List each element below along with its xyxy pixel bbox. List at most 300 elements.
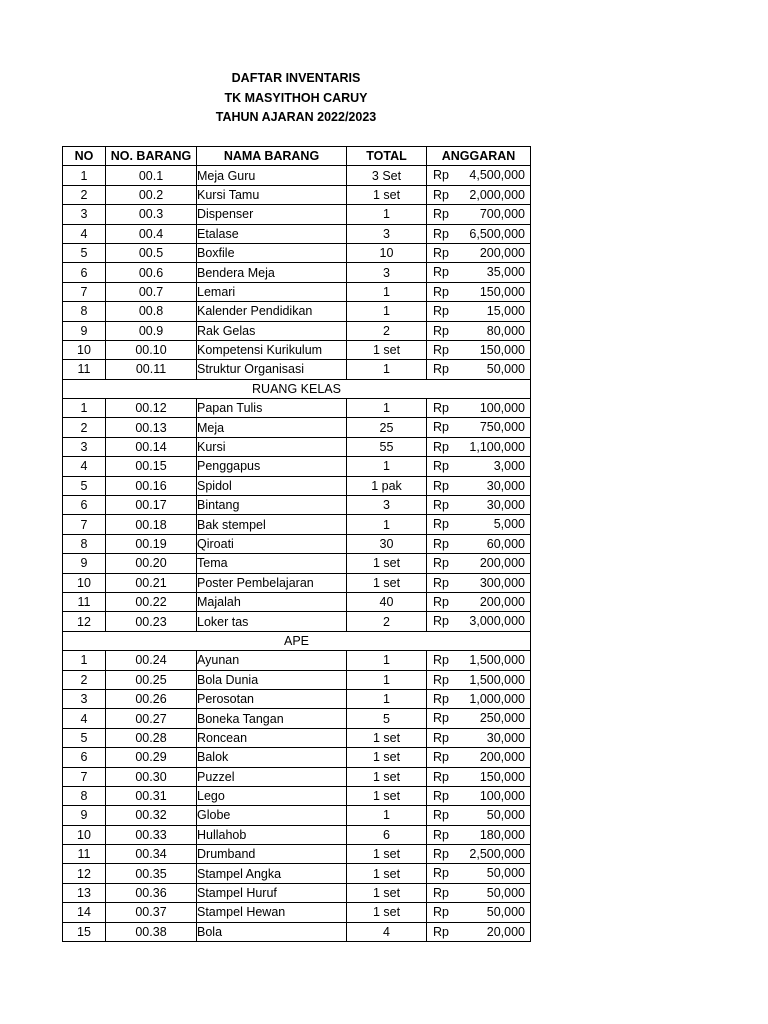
cell-total: 1 — [347, 205, 427, 224]
budget-amount: 700,000 — [479, 207, 525, 222]
table-row — [63, 360, 531, 379]
currency-label: Rp — [433, 575, 449, 590]
cell-no: 11 — [63, 360, 106, 379]
cell-total: 1 — [347, 399, 427, 418]
budget-amount: 1,500,000 — [469, 653, 525, 668]
table-row — [63, 282, 531, 301]
cell-item-code: 00.34 — [106, 845, 197, 864]
budget-amount: 30,000 — [486, 730, 525, 745]
cell-no: 7 — [63, 282, 106, 301]
cell-no: 1 — [63, 651, 106, 670]
currency-label: Rp — [433, 342, 449, 357]
cell-item-name: Lemari — [197, 282, 347, 301]
cell-no: 4 — [63, 457, 106, 476]
cell-total: 1 set — [347, 786, 427, 805]
cell-total: 1 — [347, 457, 427, 476]
cell-total: 1 — [347, 515, 427, 534]
cell-budget — [427, 418, 531, 437]
cell-total: 1 — [347, 689, 427, 708]
cell-no: 1 — [63, 399, 106, 418]
cell-no: 10 — [63, 340, 106, 359]
budget-amount: 5,000 — [493, 517, 525, 532]
budget-amount: 1,000,000 — [469, 691, 525, 706]
table-row — [63, 728, 531, 747]
cell-item-name: Rak Gelas — [197, 321, 347, 340]
cell-total: 25 — [347, 418, 427, 437]
table-row — [63, 496, 531, 515]
table-row — [63, 399, 531, 418]
table-row — [63, 534, 531, 553]
cell-item-name: Bak stempel — [197, 515, 347, 534]
budget-amount: 3,000 — [493, 459, 525, 474]
cell-item-code: 00.36 — [106, 883, 197, 902]
currency-label: Rp — [433, 226, 449, 241]
cell-no: 3 — [63, 437, 106, 456]
currency-label: Rp — [433, 187, 449, 202]
budget-amount: 50,000 — [486, 866, 525, 881]
currency-label: Rp — [433, 304, 449, 319]
cell-total: 3 — [347, 263, 427, 282]
header-row — [63, 147, 531, 166]
cell-budget — [427, 651, 531, 670]
currency-label: Rp — [433, 653, 449, 668]
cell-budget — [427, 825, 531, 844]
budget-amount: 3,000,000 — [469, 614, 525, 629]
table-row — [63, 748, 531, 767]
header-budget: ANGGARAN — [427, 147, 531, 166]
cell-budget — [427, 437, 531, 456]
cell-no: 2 — [63, 418, 106, 437]
cell-no: 6 — [63, 263, 106, 282]
cell-total: 4 — [347, 922, 427, 941]
currency-label: Rp — [433, 788, 449, 803]
cell-no: 7 — [63, 515, 106, 534]
cell-no: 4 — [63, 709, 106, 728]
table-row — [63, 263, 531, 282]
cell-item-name: Dispenser — [197, 205, 347, 224]
cell-item-code: 00.2 — [106, 185, 197, 204]
cell-item-name: Bola Dunia — [197, 670, 347, 689]
cell-item-code: 00.14 — [106, 437, 197, 456]
currency-label: Rp — [433, 885, 449, 900]
title-line-1: DAFTAR INVENTARIS — [231, 71, 361, 85]
cell-no: 14 — [63, 903, 106, 922]
cell-budget — [427, 263, 531, 282]
title-line-2: TK MASYITHOH CARUY — [224, 90, 368, 105]
cell-no: 6 — [63, 496, 106, 515]
budget-amount: 250,000 — [479, 711, 525, 726]
cell-total: 30 — [347, 534, 427, 553]
section-heading: APE — [63, 631, 531, 650]
currency-label: Rp — [433, 556, 449, 571]
currency-label: Rp — [433, 284, 449, 299]
currency-label: Rp — [433, 614, 449, 629]
cell-budget — [427, 845, 531, 864]
currency-label: Rp — [433, 594, 449, 609]
cell-budget — [427, 612, 531, 631]
cell-total: 2 — [347, 612, 427, 631]
currency-label: Rp — [433, 439, 449, 454]
cell-item-name: Stampel Huruf — [197, 883, 347, 902]
cell-budget — [427, 709, 531, 728]
budget-amount: 1,500,000 — [469, 672, 525, 687]
table-row — [63, 418, 531, 437]
cell-total: 1 — [347, 360, 427, 379]
currency-label: Rp — [433, 517, 449, 532]
currency-label: Rp — [433, 459, 449, 474]
currency-label: Rp — [433, 691, 449, 706]
section-heading-row — [63, 379, 531, 398]
budget-amount: 200,000 — [479, 750, 525, 765]
cell-no: 9 — [63, 554, 106, 573]
cell-budget — [427, 224, 531, 243]
table-row — [63, 903, 531, 922]
document-title — [62, 69, 530, 128]
cell-no: 5 — [63, 728, 106, 747]
table-row — [63, 205, 531, 224]
table-row — [63, 166, 531, 185]
cell-budget — [427, 496, 531, 515]
cell-item-code: 00.37 — [106, 903, 197, 922]
currency-label: Rp — [433, 265, 449, 280]
budget-amount: 150,000 — [479, 284, 525, 299]
table-row — [63, 883, 531, 902]
cell-total: 1 — [347, 651, 427, 670]
cell-item-code: 00.13 — [106, 418, 197, 437]
cell-item-code: 00.38 — [106, 922, 197, 941]
cell-item-code: 00.35 — [106, 864, 197, 883]
table-row — [63, 786, 531, 805]
cell-no: 5 — [63, 476, 106, 495]
cell-item-code: 00.9 — [106, 321, 197, 340]
cell-total: 1 set — [347, 767, 427, 786]
cell-item-name: Perosotan — [197, 689, 347, 708]
cell-item-name: Etalase — [197, 224, 347, 243]
budget-amount: 50,000 — [486, 885, 525, 900]
cell-no: 8 — [63, 534, 106, 553]
table-row — [63, 437, 531, 456]
cell-budget — [427, 205, 531, 224]
cell-total: 1 set — [347, 903, 427, 922]
budget-amount: 100,000 — [479, 401, 525, 416]
budget-amount: 750,000 — [479, 420, 525, 435]
cell-item-name: Poster Pembelajaran — [197, 573, 347, 592]
budget-amount: 50,000 — [486, 362, 525, 377]
cell-item-code: 00.17 — [106, 496, 197, 515]
cell-no: 3 — [63, 205, 106, 224]
currency-label: Rp — [433, 847, 449, 862]
cell-item-name: Boneka Tangan — [197, 709, 347, 728]
cell-item-code: 00.22 — [106, 592, 197, 611]
cell-no: 8 — [63, 786, 106, 805]
cell-total: 1 — [347, 282, 427, 301]
cell-no: 4 — [63, 224, 106, 243]
cell-item-code: 00.8 — [106, 302, 197, 321]
budget-amount: 2,000,000 — [469, 187, 525, 202]
budget-amount: 100,000 — [479, 788, 525, 803]
currency-label: Rp — [433, 536, 449, 551]
cell-item-code: 00.29 — [106, 748, 197, 767]
table-row — [63, 864, 531, 883]
cell-item-name: Tema — [197, 554, 347, 573]
budget-amount: 4,500,000 — [469, 168, 525, 183]
cell-item-name: Meja — [197, 418, 347, 437]
currency-label: Rp — [433, 730, 449, 745]
section-heading-row — [63, 631, 531, 650]
budget-amount: 50,000 — [486, 905, 525, 920]
cell-budget — [427, 670, 531, 689]
cell-item-name: Bendera Meja — [197, 263, 347, 282]
cell-total: 3 — [347, 224, 427, 243]
budget-amount: 300,000 — [479, 575, 525, 590]
cell-no: 13 — [63, 883, 106, 902]
currency-label: Rp — [433, 478, 449, 493]
cell-no: 11 — [63, 592, 106, 611]
inventory-table — [62, 146, 531, 942]
cell-item-code: 00.7 — [106, 282, 197, 301]
cell-budget — [427, 864, 531, 883]
table-row — [63, 573, 531, 592]
cell-item-code: 00.5 — [106, 243, 197, 262]
cell-item-name: Kursi Tamu — [197, 185, 347, 204]
cell-total: 1 set — [347, 883, 427, 902]
currency-label: Rp — [433, 401, 449, 416]
cell-total: 10 — [347, 243, 427, 262]
currency-label: Rp — [433, 323, 449, 338]
cell-item-name: Qiroati — [197, 534, 347, 553]
cell-total: 2 — [347, 321, 427, 340]
cell-budget — [427, 340, 531, 359]
table-row — [63, 302, 531, 321]
budget-amount: 200,000 — [479, 245, 525, 260]
cell-item-code: 00.23 — [106, 612, 197, 631]
cell-budget — [427, 554, 531, 573]
cell-item-name: Struktur Organisasi — [197, 360, 347, 379]
header-item-code: NO. BARANG — [106, 147, 197, 166]
cell-item-name: Papan Tulis — [197, 399, 347, 418]
cell-budget — [427, 903, 531, 922]
cell-item-code: 00.20 — [106, 554, 197, 573]
header-total: TOTAL — [347, 147, 427, 166]
cell-budget — [427, 243, 531, 262]
cell-item-name: Spidol — [197, 476, 347, 495]
cell-total: 40 — [347, 592, 427, 611]
cell-item-code: 00.11 — [106, 360, 197, 379]
cell-budget — [427, 806, 531, 825]
cell-item-code: 00.12 — [106, 399, 197, 418]
cell-item-code: 00.21 — [106, 573, 197, 592]
cell-total: 1 set — [347, 748, 427, 767]
budget-amount: 60,000 — [486, 536, 525, 551]
budget-amount: 35,000 — [486, 265, 525, 280]
cell-budget — [427, 457, 531, 476]
table-row — [63, 592, 531, 611]
cell-item-code: 00.32 — [106, 806, 197, 825]
table-row — [63, 476, 531, 495]
budget-amount: 180,000 — [479, 827, 525, 842]
cell-no: 8 — [63, 302, 106, 321]
cell-no: 7 — [63, 767, 106, 786]
cell-item-name: Bola — [197, 922, 347, 941]
cell-no: 1 — [63, 166, 106, 185]
cell-budget — [427, 515, 531, 534]
budget-amount: 200,000 — [479, 594, 525, 609]
cell-budget — [427, 592, 531, 611]
budget-amount: 50,000 — [486, 808, 525, 823]
cell-no: 9 — [63, 321, 106, 340]
currency-label: Rp — [433, 672, 449, 687]
section-heading: RUANG KELAS — [63, 379, 531, 398]
cell-budget — [427, 282, 531, 301]
table-row — [63, 651, 531, 670]
cell-item-name: Boxfile — [197, 243, 347, 262]
table-row — [63, 670, 531, 689]
title-line-3: TAHUN AJARAN 2022/2023 — [215, 110, 377, 124]
currency-label: Rp — [433, 420, 449, 435]
currency-label: Rp — [433, 750, 449, 765]
budget-amount: 30,000 — [486, 498, 525, 513]
cell-total: 3 Set — [347, 166, 427, 185]
cell-total: 55 — [347, 437, 427, 456]
table-row — [63, 243, 531, 262]
table-row — [63, 825, 531, 844]
cell-total: 1 set — [347, 573, 427, 592]
cell-budget — [427, 185, 531, 204]
cell-item-code: 00.19 — [106, 534, 197, 553]
cell-budget — [427, 767, 531, 786]
cell-no: 11 — [63, 845, 106, 864]
table-row — [63, 224, 531, 243]
cell-item-code: 00.10 — [106, 340, 197, 359]
cell-no: 2 — [63, 670, 106, 689]
cell-total: 1 — [347, 670, 427, 689]
cell-no: 5 — [63, 243, 106, 262]
budget-amount: 80,000 — [486, 323, 525, 338]
currency-label: Rp — [433, 168, 449, 183]
cell-item-code: 00.3 — [106, 205, 197, 224]
cell-item-code: 00.28 — [106, 728, 197, 747]
cell-budget — [427, 534, 531, 553]
table-row — [63, 340, 531, 359]
currency-label: Rp — [433, 905, 449, 920]
cell-no: 6 — [63, 748, 106, 767]
table-row — [63, 515, 531, 534]
cell-item-name: Stampel Angka — [197, 864, 347, 883]
table-row — [63, 612, 531, 631]
cell-budget — [427, 573, 531, 592]
budget-amount: 20,000 — [486, 924, 525, 939]
budget-amount: 15,000 — [486, 304, 525, 319]
cell-item-name: Meja Guru — [197, 166, 347, 185]
cell-budget — [427, 786, 531, 805]
cell-item-name: Kalender Pendidikan — [197, 302, 347, 321]
cell-no: 2 — [63, 185, 106, 204]
cell-total: 1 — [347, 806, 427, 825]
currency-label: Rp — [433, 866, 449, 881]
cell-item-code: 00.33 — [106, 825, 197, 844]
table-row — [63, 845, 531, 864]
currency-label: Rp — [433, 498, 449, 513]
cell-total: 5 — [347, 709, 427, 728]
cell-item-name: Kompetensi Kurikulum — [197, 340, 347, 359]
cell-total: 1 set — [347, 185, 427, 204]
cell-item-code: 00.25 — [106, 670, 197, 689]
cell-item-name: Hullahob — [197, 825, 347, 844]
budget-amount: 6,500,000 — [469, 226, 525, 241]
cell-item-name: Roncean — [197, 728, 347, 747]
cell-no: 12 — [63, 864, 106, 883]
cell-no: 3 — [63, 689, 106, 708]
cell-budget — [427, 166, 531, 185]
cell-item-code: 00.4 — [106, 224, 197, 243]
cell-item-code: 00.26 — [106, 689, 197, 708]
cell-no: 10 — [63, 573, 106, 592]
cell-budget — [427, 302, 531, 321]
cell-total: 1 pak — [347, 476, 427, 495]
table-row — [63, 457, 531, 476]
cell-total: 3 — [347, 496, 427, 515]
cell-item-name: Globe — [197, 806, 347, 825]
currency-label: Rp — [433, 827, 449, 842]
currency-label: Rp — [433, 207, 449, 222]
cell-item-name: Kursi — [197, 437, 347, 456]
cell-total: 1 — [347, 302, 427, 321]
currency-label: Rp — [433, 245, 449, 260]
cell-budget — [427, 360, 531, 379]
budget-amount: 30,000 — [486, 478, 525, 493]
cell-item-code: 00.30 — [106, 767, 197, 786]
cell-item-code: 00.16 — [106, 476, 197, 495]
cell-item-name: Majalah — [197, 592, 347, 611]
cell-budget — [427, 748, 531, 767]
budget-amount: 200,000 — [479, 556, 525, 571]
cell-total: 1 set — [347, 845, 427, 864]
cell-item-code: 00.27 — [106, 709, 197, 728]
cell-total: 1 set — [347, 864, 427, 883]
cell-item-name: Stampel Hewan — [197, 903, 347, 922]
table-row — [63, 185, 531, 204]
currency-label: Rp — [433, 924, 449, 939]
cell-item-name: Drumband — [197, 845, 347, 864]
cell-item-code: 00.6 — [106, 263, 197, 282]
table-row — [63, 922, 531, 941]
currency-label: Rp — [433, 362, 449, 377]
cell-item-code: 00.1 — [106, 166, 197, 185]
cell-item-name: Balok — [197, 748, 347, 767]
cell-item-code: 00.31 — [106, 786, 197, 805]
currency-label: Rp — [433, 711, 449, 726]
table-row — [63, 321, 531, 340]
cell-no: 12 — [63, 612, 106, 631]
cell-budget — [427, 922, 531, 941]
cell-budget — [427, 399, 531, 418]
cell-total: 1 set — [347, 340, 427, 359]
cell-item-name: Loker tas — [197, 612, 347, 631]
cell-item-code: 00.15 — [106, 457, 197, 476]
cell-no: 9 — [63, 806, 106, 825]
cell-budget — [427, 321, 531, 340]
cell-item-name: Bintang — [197, 496, 347, 515]
cell-budget — [427, 883, 531, 902]
budget-amount: 2,500,000 — [469, 847, 525, 862]
cell-item-name: Penggapus — [197, 457, 347, 476]
cell-item-name: Ayunan — [197, 651, 347, 670]
cell-item-name: Lego — [197, 786, 347, 805]
inventory-body — [63, 166, 531, 942]
cell-total: 1 set — [347, 554, 427, 573]
cell-item-code: 00.24 — [106, 651, 197, 670]
budget-amount: 150,000 — [479, 342, 525, 357]
